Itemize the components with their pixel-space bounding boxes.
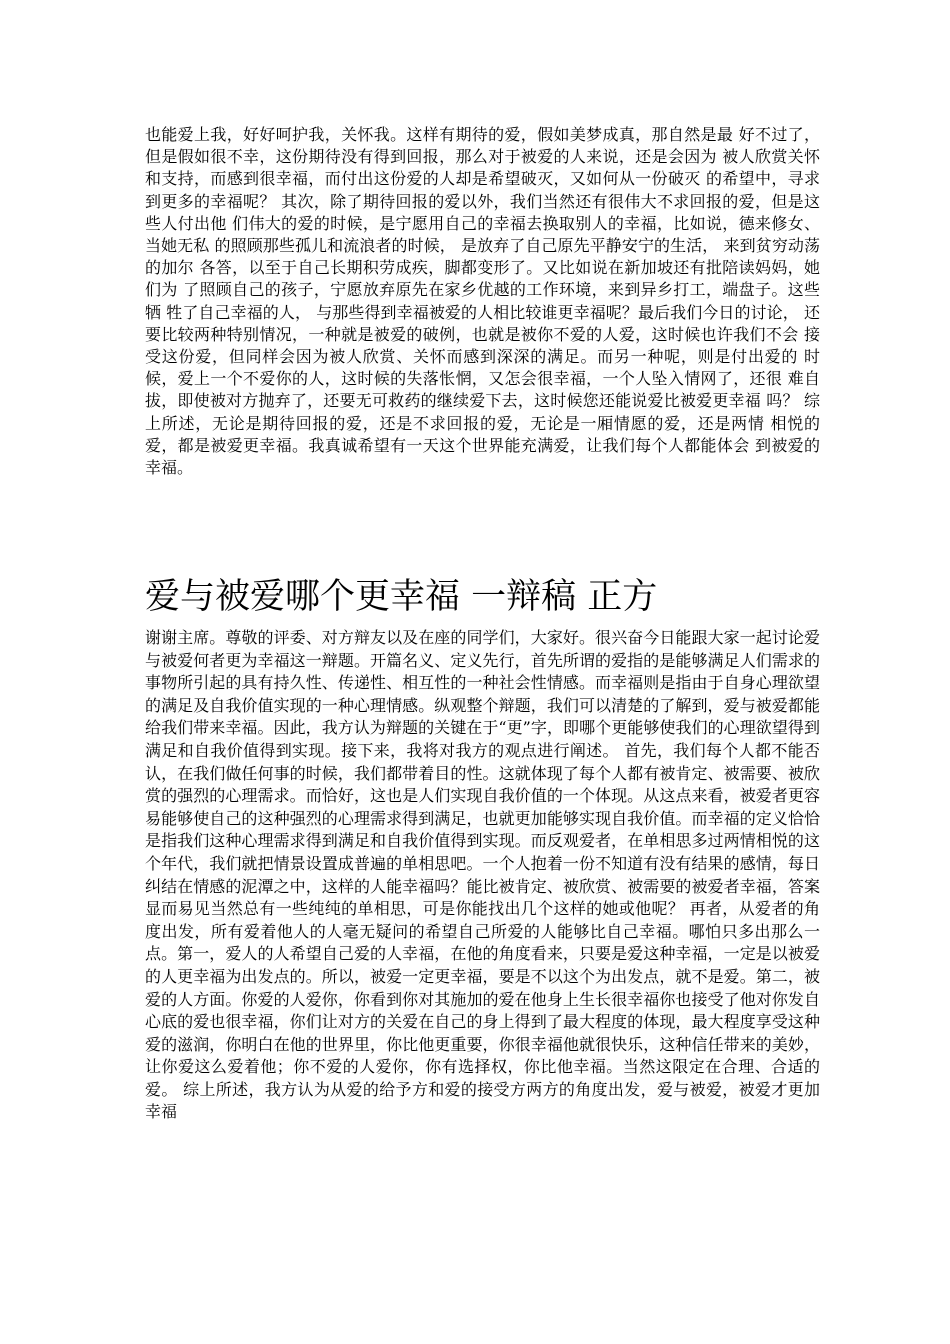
section-heading: 爱与被爱哪个更幸福 一辩稿 正方 bbox=[145, 577, 658, 617]
body-paragraph-1: 也能爱上我，好好呵护我，关怀我。这样有期待的爱，假如美梦成真，那自然是最 好不过了，但是假如很不幸，这份期待没有得到回报，那么对于被爱的人来说，还是会因为 被人欣赏关怀和支持，而感到很幸福，而付出这份爱的人却是希望破灭，又如何从一份破灭 的希望中，寻求到更多的幸福呢？ 其次，除了期待回报的爱以外，我们当然还有很伟大不求回报的爱，但是这些人付出他 们伟大的爱的时候，是宁愿用自己的幸福去换取别人的幸福，比如说，德来修女、当她无私 的照顾那些孤儿和流浪者的时候， 是放弃了自己原先平静安宁的生活， 来到贫穷动荡的加尔 各答，以至于自己长期积劳成疾，脚都变形了。又比如说在新加坡还有批陪读妈妈，她们为 了照顾自己的孩子，宁愿放弃原先在家乡优越的工作环境，来到异乡打工，端盘子。这些牺 牲了自己幸福的人， 与那些得到幸福被爱的人相比较谁更幸福呢？最后我们今日的讨论， 还 要比较两种特别情况，一种就是被爱的破例，也就是被你不爱的人爱，这时候也许我们不会 接受这份爱，但同样会因为被人欣赏、关怀而感到深深的满足。而另一种呢，则是付出爱的 时候，爱上一个不爱你的人，这时候的失落怅惘，又怎会很幸福，一个人坠入情网了，还很 难自拔，即使被对方抛弃了，还要无可救药的继续爱下去，这时候您还能说爱比被爱更幸福 吗？ 综上所述，无论是期待回报的爱，还是不求回报的爱，无论是一厢情愿的爱，还是两情 相悦的爱，都是被爱更幸福。我真诚希望有一天这个世界能充满爱，让我们每个人都能体会 到被爱的幸福。 bbox=[145, 125, 820, 478]
body-paragraph-2: 谢谢主席。尊敬的评委、对方辩友以及在座的同学们，大家好。很兴奋今日能跟大家一起讨论爱与被爱何者更为幸福这一辩题。开篇名义、定义先行，首先所谓的爱指的是能够满足人们需求的事物所引起的具有持久性、传递性、相互性的一种社会性情感。而幸福则是指由于自身心理欲望的满足及自我价值实现的一种心理情感。纵观整个辩题，我们可以清楚的了解到，爱与被爱都能给我们带来幸福。因此，我方认为辩题的关键在于“更”字，即哪个更能够使我们的心理欲望得到满足和自我价值得到实现。接下来，我将对我方的观点进行阐述。 首先，我们每个人都不能否认，在我们做任何事的时候，我们都带着目的性。这就体现了每个人都有被肯定、被需要、被欣赏的强烈的心理需求。而恰好，这也是人们实现自我价值的一个体现。从这点来看，被爱者更容易能够使自己的这种强烈的心理需求得到满足，也就更加能够实现自我价值。而幸福的定义恰恰是指我们这种心理需求得到满足和自我价值得到实现。而反观爱者，在单相思多过两情相悦的这个年代，我们就把情景设置成普遍的单相思吧。一个人抱着一份不知道有没有结果的感情，每日纠结在情感的泥潭之中，这样的人能幸福吗？能比被肯定、被欣赏、被需要的被爱者幸福，答案显而易见当然总有一些纯纯的单相思，可是你能找出几个这样的她或他呢？ 再者，从爱者的角度出发，所有爱着他人的人毫无疑问的希望自己所爱的人能够比自己幸福。哪怕只多出那么一点。第一，爱人的人希望自己爱的人幸福，在他的角度看来，只要是爱这种幸福，一定是以被爱的人更幸福为出发点的。所以，被爱一定更幸福，要是不以这个为出发点，就不是爱。第二，被爱的人方面。你爱的人爱你，你看到你对其施加的爱在他身上生长很幸福你也接受了他对你发自心底的爱也很幸福，你们让对方的关爱在自己的身上得到了最大程度的体现，最大程度享受这种爱的滋润，你明白在他的世界里，你比他更重要，你很幸福他就很快乐，这种信任带来的美妙，让你爱这么爱着他；你不爱的人爱你，你有选择权，你比他幸福。当然这限定在合理、合适的爱。 综上所述，我方认为从爱的给予方和爱的接受方两方的角度出发，爱与被爱，被爱才更加幸福 bbox=[145, 628, 820, 1122]
